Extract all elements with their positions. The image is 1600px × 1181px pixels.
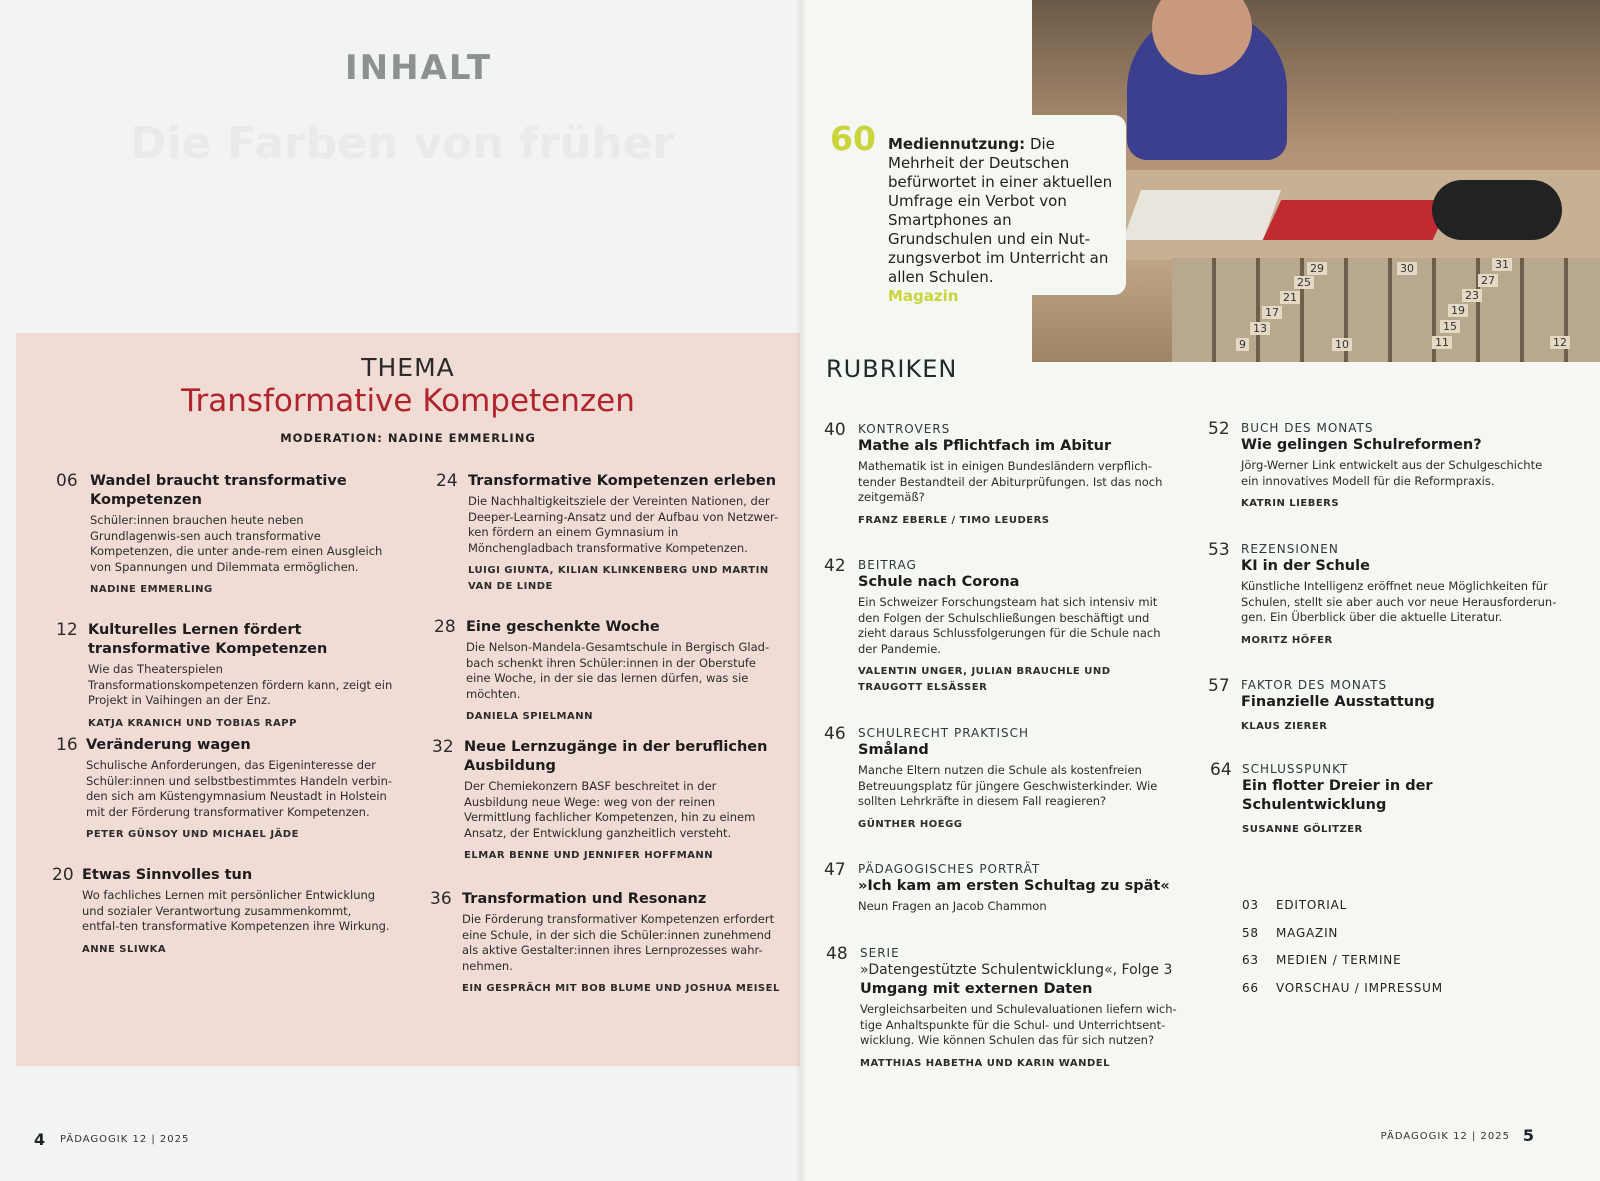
entry-title: Umgang mit externen Daten: [860, 981, 1093, 997]
entry-category: SCHLUSSPUNKT: [1242, 762, 1349, 776]
index-row[interactable]: [1242, 953, 1443, 981]
entry-page-number: 53: [1208, 540, 1230, 560]
tray-label: 11: [1432, 336, 1452, 349]
entry-description: Die Förderung transformativer Kompetenzen erfordert eine Schule, in der sich die Schüler:innen zunehmend als aktive Gestalter:innen ihres Lernprozesses wahr-nehmen.: [462, 912, 775, 973]
short-index: [1242, 898, 1443, 1008]
entry-description: Die Nachhaltigkeitsziele der Vereinten Nationen, der Deeper-Learning-Ansatz und der Aufbau von Netzwer-ken fördern an einem Gymnasium in Mönchengladbach transformative Kompetenzen.: [468, 494, 779, 555]
entry-author: PETER GÜNSOY UND MICHAEL JÄDE: [86, 829, 299, 840]
entry-description: Schulische Anforderungen, das Eigeninteresse der Schüler:innen und selbstbestimmtes Handeln verbin-den sich am Küstengymnasium Neustadt in Holstein mit der Förderung transformativer Kompetenzen.: [86, 758, 393, 819]
entry-author: NADINE EMMERLING: [90, 584, 213, 595]
index-page: 63: [1242, 953, 1259, 967]
entry-category: BEITRAG: [858, 558, 917, 572]
index-row[interactable]: [1242, 926, 1443, 954]
tray-label: 30: [1397, 262, 1417, 275]
entry-page-number: 06: [56, 471, 78, 491]
index-page: 58: [1242, 925, 1259, 940]
index-page: 66: [1242, 980, 1259, 995]
entry-category: SERIE: [860, 946, 900, 960]
tray-label: 31: [1492, 258, 1512, 271]
page-number-right: 5: [1522, 1126, 1534, 1145]
tray-label: 29: [1307, 262, 1327, 275]
entry-title: Veränderung wagen: [86, 737, 251, 753]
index-row[interactable]: [1242, 981, 1443, 1009]
entry-author: DANIELA SPIELMANN: [466, 711, 593, 722]
tray-label: 12: [1550, 336, 1570, 349]
footer-issue-left: PÄDAGOGIK 12 | 2025: [60, 1134, 190, 1145]
entry-page-number: 46: [824, 724, 846, 744]
entry-author: MORITZ HÖFER: [1241, 634, 1333, 646]
entry-category: SCHULRECHT PRAKTISCH: [858, 726, 1030, 740]
entry-page-number: 42: [824, 556, 846, 576]
entry-author: ELMAR BENNE UND JENNIFER HOFFMANN: [464, 850, 714, 861]
entry-author: KATRIN LIEBERS: [1241, 498, 1340, 509]
tray-label: 27: [1478, 274, 1498, 287]
entry-description: Wie das Theaterspielen Transformationskompetenzen fördern kann, zeigt ein Projekt in Vaihingen an der Enz.: [88, 662, 393, 707]
tray-label: 13: [1250, 322, 1270, 335]
entry-page-number: 40: [824, 420, 846, 440]
thema-title: Transformative Kompetenzen: [181, 383, 635, 419]
entry-author: FRANZ EBERLE / TIMO LEUDERS: [858, 514, 1050, 526]
entry-description: Jörg-Werner Link entwickelt aus der Schulgeschichte ein innovatives Modell für die Reformpraxis.: [1241, 458, 1543, 488]
entry-title: Etwas Sinnvolles tun: [82, 867, 253, 883]
index-label: MAGAZIN: [1276, 925, 1339, 940]
photo-red-book: [1263, 200, 1452, 240]
entry-author: KATJA KRANICH UND TOBIAS RAPP: [88, 717, 297, 729]
callout-section: Magazin: [888, 287, 959, 305]
entry-author: ANNE SLIWKA: [82, 943, 167, 955]
entry-author: EIN GESPRÄCH MIT BOB BLUME UND JOSHUA MEISEL: [462, 983, 780, 994]
entry-title: KI in der Schule: [1241, 558, 1370, 574]
entry-description: Künstliche Intelligenz eröffnet neue Möglichkeiten für Schulen, stellt sie aber auch vor neue Herausforderun-gen. Ein Überblick über die aktuelle Literatur.: [1241, 579, 1557, 624]
entry-page-number: 48: [826, 944, 848, 964]
entry-page-number: 20: [52, 865, 74, 885]
entry-page-number: 28: [434, 617, 456, 637]
entry-title: »Ich kam am ersten Schultag zu spät«: [858, 878, 1170, 894]
entry-title: Eine geschenkte Woche: [466, 619, 660, 635]
moderation-credit: MODERATION: NADINE EMMERLING: [280, 431, 536, 445]
entry-category: BUCH DES MONATS: [1241, 421, 1374, 435]
entry-title: Wandel braucht transformative Kompetenzen: [90, 473, 347, 508]
tray-label: 17: [1262, 306, 1282, 319]
entry-description: Manche Eltern nutzen die Schule als kostenfreien Betreuungsplatz für jüngere Geschwisterkinder. Wie sollten Lehrkräfte in diesem Fall reagieren?: [858, 763, 1158, 808]
thema-label: THEMA: [361, 353, 455, 382]
entry-page-number: 16: [56, 735, 78, 755]
entry-category: FAKTOR DES MONATS: [1241, 678, 1388, 692]
index-label: EDITORIAL: [1276, 898, 1348, 912]
entry-page-number: 64: [1210, 760, 1232, 780]
callout-page-number: 60: [830, 119, 876, 158]
entry-description: Schüler:innen brauchen heute neben Grundlagenwis-sen auch transformative Kompetenzen, die unter ande-rem einen Ausgleich von Spannungen und Dilemmata ermöglichen.: [90, 513, 383, 574]
entry-description: Wo fachliches Lernen mit persönlicher Entwicklung und sozialer Verantwortung zusammenkommt, entfal-ten transformative Kompetenzen ihre Wirkung.: [82, 888, 390, 933]
spine-shadow: [796, 0, 806, 1181]
entry-page-number: 36: [430, 889, 452, 909]
index-label: VORSCHAU / IMPRESSUM: [1276, 980, 1443, 995]
entry-author: SUSANNE GÖLITZER: [1242, 824, 1363, 835]
tray-label: 10: [1332, 338, 1352, 351]
entry-category: REZENSIONEN: [1241, 542, 1339, 556]
entry-title: Kulturelles Lernen fördert transformative Kompetenzen: [88, 622, 328, 657]
entry-description: Neun Fragen an Jacob Chammon: [858, 899, 1047, 913]
entry-author: KLAUS ZIERER: [1241, 721, 1328, 732]
entry-page-number: 52: [1208, 419, 1230, 439]
photo-paper: [1123, 190, 1281, 240]
magazin-callout[interactable]: [818, 115, 1126, 305]
callout-lead: Mediennutzung:: [888, 135, 1026, 153]
tray-label: 15: [1440, 320, 1460, 333]
tray-label: 21: [1280, 291, 1300, 304]
page-title: INHALT: [345, 48, 493, 88]
entry-title: Finanzielle Ausstattung: [1241, 694, 1435, 710]
entry-title: Småland: [858, 742, 929, 758]
entry-title: Schule nach Corona: [858, 574, 1020, 590]
entry-description: Der Chemiekonzern BASF beschreitet in der Ausbildung neue Wege: weg von der reinen Vermittlung fachlicher Kompetenzen, hin zu einem Ansatz, der Entwicklung ganzheitlich versteht.: [464, 779, 756, 840]
show-through-title: Die Farben von früher: [130, 118, 675, 169]
entry-category: PÄDAGOGISCHES PORTRÄT: [858, 862, 1041, 876]
tray-label: 19: [1448, 304, 1468, 317]
entry-page-number: 24: [436, 471, 458, 491]
entry-title: Mathe als Pflichtfach im Abitur: [858, 438, 1112, 454]
entry-author: GÜNTHER HOEGG: [858, 818, 963, 830]
entry-title: Transformation und Resonanz: [462, 891, 707, 907]
tray-label: 23: [1462, 289, 1482, 302]
entry-series-title: »Datengestützte Schulentwicklung«, Folge 3: [860, 962, 1173, 978]
entry-title: Ein flotter Dreier in der Schulentwicklung: [1242, 778, 1433, 813]
entry-description: Ein Schweizer Forschungsteam hat sich intensiv mit den Folgen der Schulschließungen beschäftigt und zieht daraus Schlussfolgerungen für die Schule nach der Pandemie.: [858, 595, 1161, 656]
tray-label: 9: [1236, 338, 1249, 351]
index-row[interactable]: [1242, 898, 1443, 926]
page-number-left: 4: [34, 1130, 46, 1149]
thema-box: [16, 333, 800, 1066]
tray-label: 25: [1294, 276, 1314, 289]
entry-author: MATTHIAS HABETHA UND KARIN WANDEL: [860, 1057, 1110, 1069]
entry-page-number: 32: [432, 737, 454, 757]
index-label: MEDIEN / TERMINE: [1276, 953, 1402, 967]
entry-description: Mathematik ist in einigen Bundesländern verpflich-tender Bestandteil der Abiturprüfungen. Ist das noch zeitgemäß?: [858, 459, 1163, 504]
entry-title: Wie gelingen Schulreformen?: [1241, 437, 1482, 453]
entry-title: Transformative Kompetenzen erleben: [468, 473, 777, 489]
photo-bag: [1432, 180, 1562, 240]
entry-page-number: 57: [1208, 676, 1230, 696]
entry-title: Neue Lernzugänge in der beruflichen Ausbildung: [464, 739, 768, 774]
entry-category: KONTROVERS: [858, 422, 951, 436]
entry-author: LUIGI GIUNTA, KILIAN KLINKENBERG UND MARTIN VAN DE LINDE: [468, 565, 769, 592]
callout-text: Die Mehrheit der Deutschen befürwortet in einer aktuellen Umfrage ein Verbot von Smartphones an Grundschulen und ein Nut-zungsverbot im Unterricht an allen Schulen.: [888, 135, 1113, 286]
entry-page-number: 12: [56, 620, 78, 640]
footer-issue-right: PÄDAGOGIK 12 | 2025: [1380, 1131, 1510, 1142]
index-page: 03: [1242, 898, 1259, 912]
entry-page-number: 47: [824, 860, 846, 880]
entry-author: VALENTIN UNGER, JULIAN BRAUCHLE UND TRAUGOTT ELSÄSSER: [858, 666, 1111, 693]
entry-description: Die Nelson-Mandela-Gesamtschule in Bergisch Glad-bach schenkt ihren Schüler:innen in der Oberstufe eine Woche, in der sie das lernen dürfen, was sie möchten.: [466, 640, 770, 701]
rubriken-heading: RUBRIKEN: [826, 355, 958, 383]
entry-description: Vergleichsarbeiten und Schulevaluationen liefern wich-tige Anhaltspunkte für die Schul- und Unterrichtsent-wicklung. Wie können Schulen das für sich nutzen?: [860, 1002, 1177, 1047]
